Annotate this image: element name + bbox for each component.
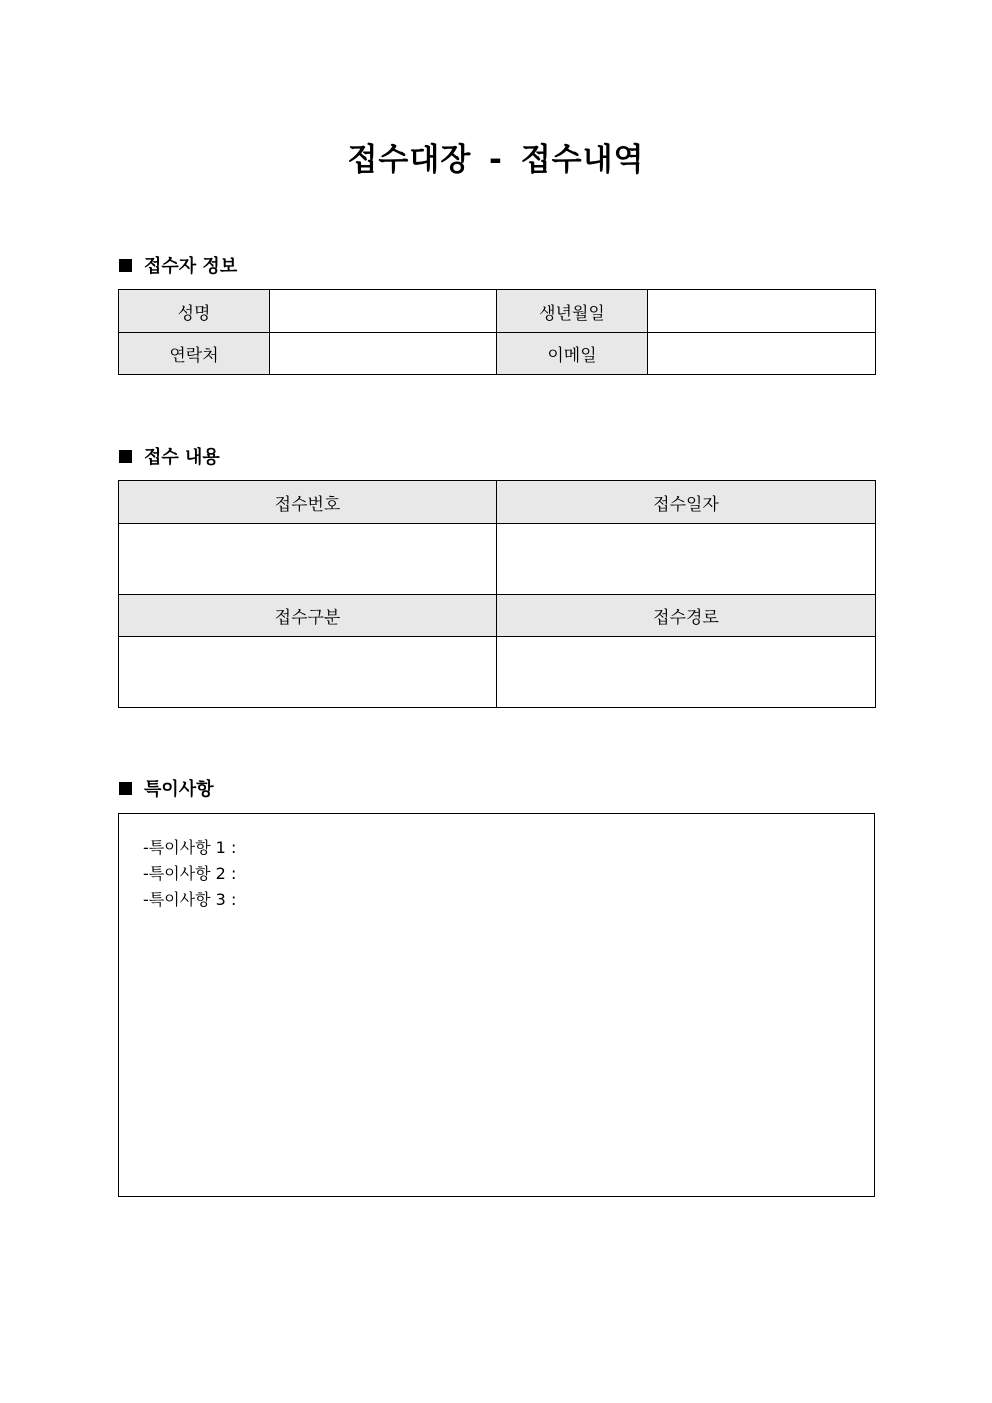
section-heading-receipt <box>119 443 220 469</box>
receipt-route-label: 접수경로 <box>497 595 876 637</box>
section-heading-label: 특이사항 <box>144 779 214 800</box>
receipt-content-table <box>118 480 876 708</box>
name-label: 성명 <box>119 290 270 333</box>
page-title: 접수대장 - 접수내역 <box>347 142 645 178</box>
birth-date-field[interactable] <box>648 290 876 333</box>
contact-field[interactable] <box>270 333 497 375</box>
note-line-1: -특이사항 1 : <box>143 838 237 857</box>
receipt-type-label: 접수구분 <box>119 595 497 637</box>
square-bullet-icon <box>119 450 132 463</box>
name-field[interactable] <box>270 290 497 333</box>
applicant-info-table <box>118 289 876 375</box>
notes-box[interactable] <box>118 813 875 1197</box>
receipt-number-field[interactable] <box>119 524 497 595</box>
receipt-type-field[interactable] <box>119 637 497 708</box>
email-label: 이메일 <box>497 333 648 375</box>
square-bullet-icon <box>119 259 132 272</box>
email-field[interactable] <box>648 333 876 375</box>
section-heading-applicant <box>119 252 237 278</box>
receipt-number-label: 접수번호 <box>119 481 497 524</box>
square-bullet-icon <box>119 782 132 795</box>
receipt-date-label: 접수일자 <box>497 481 876 524</box>
receipt-route-field[interactable] <box>497 637 876 708</box>
note-line-3: -특이사항 3 : <box>143 890 237 909</box>
section-heading-label: 접수 내용 <box>144 447 220 468</box>
section-heading-notes <box>119 775 214 801</box>
contact-label: 연락처 <box>119 333 270 375</box>
section-heading-label: 접수자 정보 <box>144 256 238 277</box>
birth-date-label: 생년월일 <box>497 290 648 333</box>
receipt-date-field[interactable] <box>497 524 876 595</box>
note-line-2: -특이사항 2 : <box>143 864 237 883</box>
